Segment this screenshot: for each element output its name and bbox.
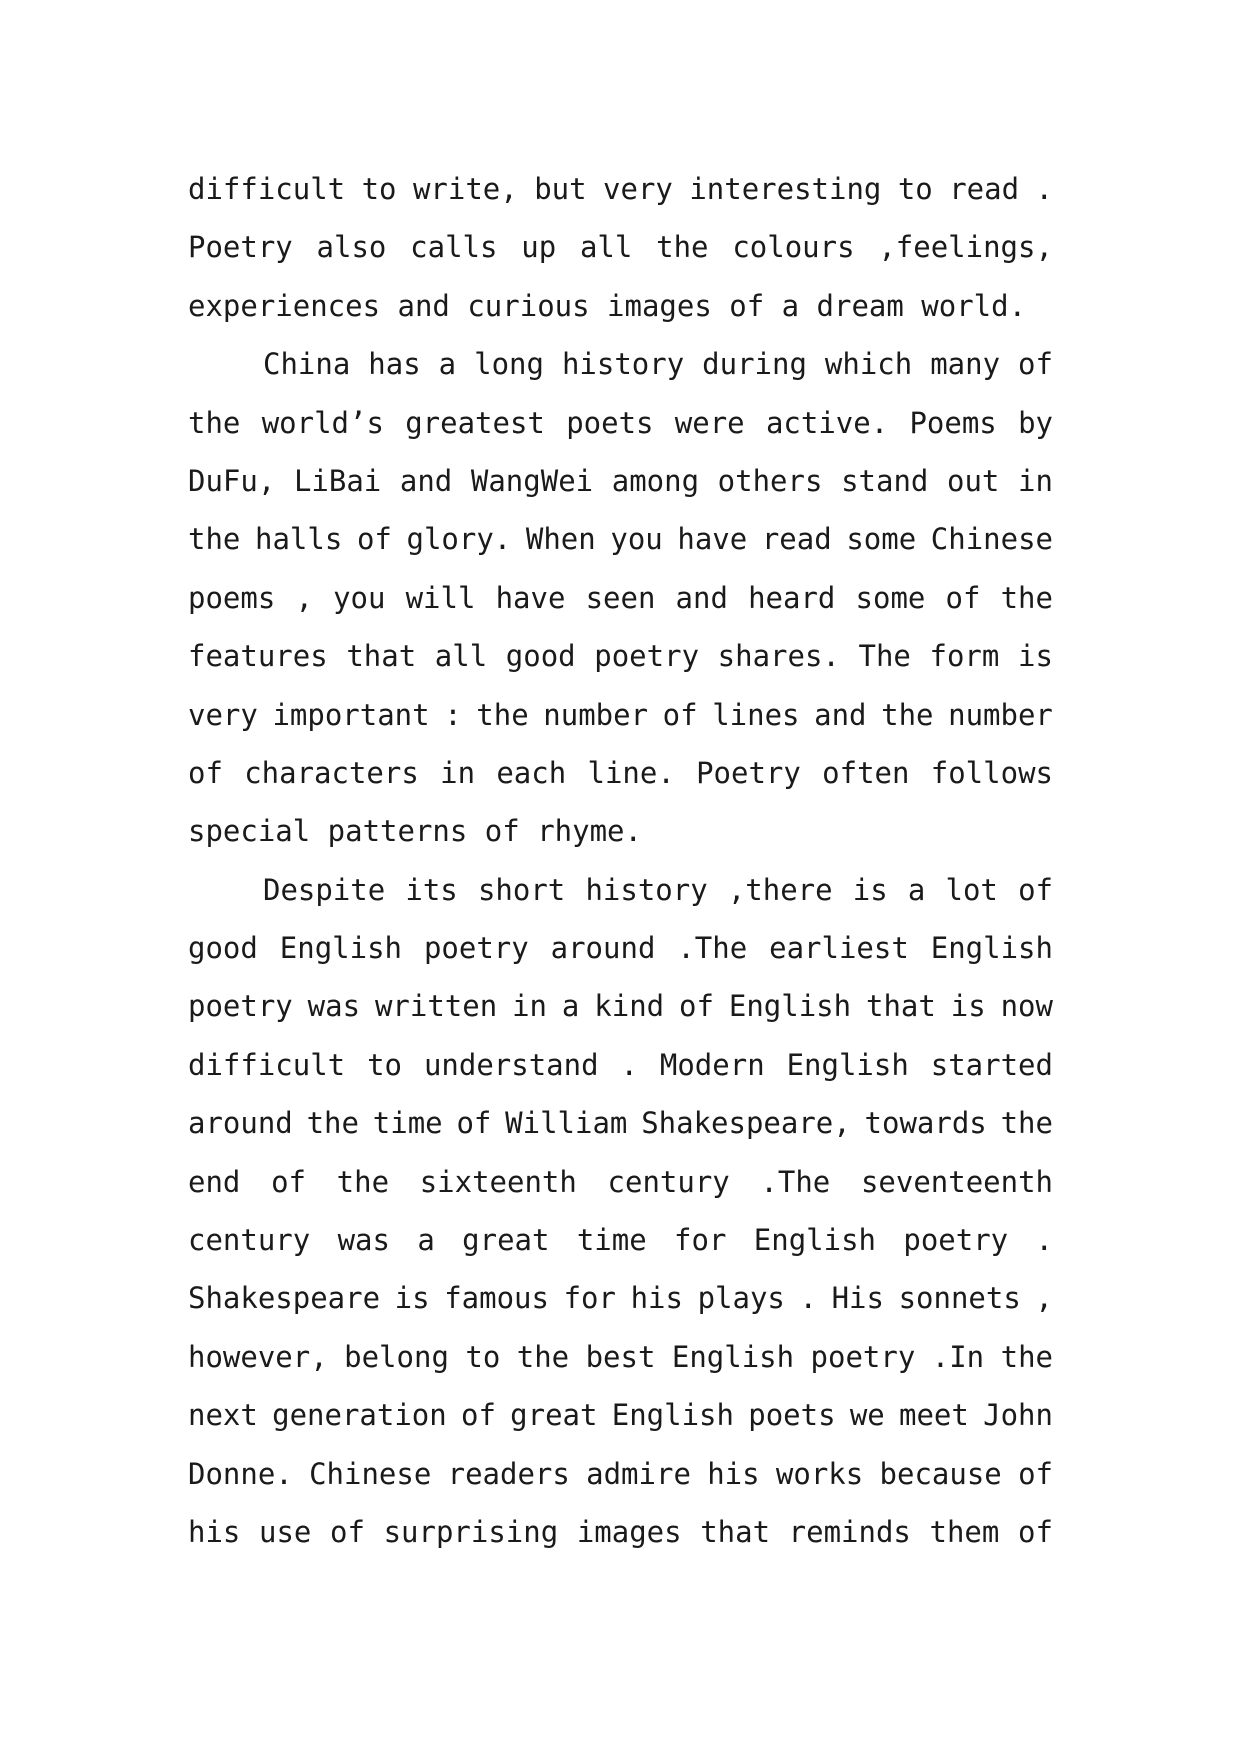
text-word: has	[368, 347, 421, 382]
text-word: line.	[587, 755, 675, 790]
text-word: history	[585, 872, 708, 907]
text-word: the	[881, 697, 934, 732]
text-word: write,	[412, 172, 518, 206]
text-word: earliest	[769, 931, 909, 966]
text-word: Shakespeare	[188, 1281, 381, 1316]
text-word: in	[1018, 463, 1053, 498]
text-word: of	[188, 755, 223, 790]
text-word: glory.	[406, 522, 512, 557]
text-word: famous	[444, 1281, 549, 1316]
text-word: features	[188, 639, 328, 674]
text-word: to	[465, 1339, 501, 1374]
text-word: of	[271, 1164, 306, 1199]
text-word: its	[405, 872, 458, 907]
text-word: towards	[864, 1106, 987, 1141]
text-word: number	[543, 697, 649, 732]
text-line	[188, 1036, 1053, 1094]
text-word: is	[950, 989, 986, 1024]
text-word: very	[603, 172, 673, 206]
text-word: William	[505, 1106, 628, 1141]
text-word: a	[438, 347, 457, 382]
text-word: .The	[760, 1164, 831, 1199]
text-word: a	[907, 872, 926, 907]
text-word: have	[495, 580, 566, 615]
text-word: DuFu,	[188, 463, 276, 498]
text-word: great	[462, 1223, 550, 1258]
text-word: world’s	[261, 405, 384, 440]
text-word: belong	[344, 1339, 449, 1374]
text-line	[188, 861, 1053, 919]
text-word: images	[576, 1514, 682, 1549]
text-word: Despite	[263, 872, 386, 907]
text-word: meet	[899, 1398, 969, 1433]
text-line	[188, 977, 1053, 1035]
text-word: some	[855, 580, 926, 615]
text-word: form	[929, 639, 1000, 674]
text-word: kind	[594, 989, 665, 1024]
text-line	[188, 1153, 1053, 1211]
text-line	[188, 627, 1053, 685]
text-word: difficult	[188, 172, 346, 206]
text-word: of	[1018, 1456, 1053, 1491]
text-word: the	[656, 230, 709, 265]
text-word: in	[440, 755, 476, 790]
text-word: reminds	[788, 1514, 911, 1549]
text-line	[188, 1328, 1053, 1386]
text-word: short	[477, 872, 566, 907]
text-word: Poetry	[696, 755, 801, 790]
text-word: you	[333, 580, 386, 615]
text-word: works	[775, 1456, 864, 1491]
text-word: you	[610, 522, 663, 557]
text-word: will	[405, 580, 476, 615]
text-word: good	[505, 639, 576, 674]
text-word: ,	[295, 580, 313, 615]
text-word: English	[930, 931, 1053, 966]
text-word: of	[945, 580, 981, 615]
text-word: English	[753, 1223, 876, 1258]
text-word: Chinese	[309, 1456, 432, 1491]
text-word: characters	[244, 755, 419, 790]
text-word: sixteenth	[419, 1164, 577, 1199]
text-word: .	[1035, 172, 1053, 206]
text-word: them	[929, 1514, 1000, 1549]
text-word: .	[799, 1281, 817, 1316]
text-word: of	[1018, 872, 1053, 907]
text-line	[188, 569, 1053, 627]
text-word: lines	[712, 697, 800, 732]
text-word: of	[330, 1514, 365, 1549]
text-word: sonnets	[898, 1281, 1021, 1316]
text-word: great	[510, 1398, 598, 1433]
text-line	[188, 1503, 1053, 1561]
text-word: .	[1035, 1223, 1053, 1258]
text-word: and	[399, 463, 453, 498]
text-word: of	[662, 697, 698, 732]
text-word: by	[1018, 405, 1053, 440]
text-word: the	[516, 1339, 570, 1374]
text-word: ,	[1035, 1281, 1053, 1316]
text-word: often	[822, 755, 910, 790]
text-word: the	[188, 405, 241, 440]
text-line	[188, 1269, 1053, 1327]
text-line: experiences and curious images of a dream world.	[188, 288, 1027, 323]
text-line	[188, 1211, 1053, 1269]
text-word: to	[367, 1047, 402, 1082]
text-word: the	[188, 522, 241, 557]
text-word: now	[1000, 989, 1053, 1024]
text-word: which	[824, 347, 913, 382]
text-word: poetry	[810, 1339, 916, 1374]
text-word: read	[949, 172, 1020, 206]
text-word: was	[307, 989, 361, 1024]
text-word: generation	[272, 1398, 447, 1433]
text-word: colours	[732, 230, 855, 265]
text-word: history	[561, 347, 685, 382]
text-word: admire	[586, 1456, 691, 1491]
text-word: the	[1000, 1339, 1053, 1374]
text-word: seventeenth	[860, 1164, 1053, 1199]
text-word: The	[858, 639, 911, 674]
text-word: is	[394, 1281, 430, 1316]
text-word: :	[444, 697, 462, 732]
text-word: follows	[930, 755, 1053, 790]
text-word: that	[700, 1514, 771, 1549]
text-line: special patterns of rhyme.	[188, 814, 642, 849]
text-word: each	[496, 755, 567, 790]
text-line	[188, 394, 1053, 452]
text-word: heard	[748, 580, 836, 615]
text-line	[188, 510, 1053, 568]
text-word: ,there	[727, 872, 833, 907]
text-word: and	[814, 697, 867, 732]
text-word: all	[579, 230, 633, 265]
text-word: century	[607, 1164, 730, 1199]
text-word: best	[585, 1339, 656, 1374]
text-word: read	[761, 522, 832, 557]
text-word: very	[188, 697, 258, 732]
text-word: his	[630, 1281, 683, 1316]
text-word: poetry	[188, 989, 293, 1024]
text-line	[188, 744, 1053, 802]
text-word: number	[948, 697, 1053, 732]
text-word: have	[677, 522, 748, 557]
text-word: we	[849, 1398, 885, 1433]
text-word: difficult	[188, 1047, 346, 1082]
text-word: English	[279, 931, 402, 966]
text-word: to	[361, 172, 397, 206]
text-word: shares.	[717, 639, 840, 674]
text-word: a	[417, 1223, 435, 1258]
text-word: century	[188, 1223, 311, 1258]
text-word: among	[611, 463, 700, 498]
text-word: seen	[585, 580, 656, 615]
text-word: up	[521, 230, 557, 265]
text-word: poetry	[423, 931, 529, 966]
text-word: Donne.	[188, 1456, 293, 1491]
text-word: English	[671, 1339, 795, 1374]
text-word: because	[879, 1456, 1002, 1491]
text-word: greatest	[405, 405, 545, 440]
text-word: the	[336, 1164, 390, 1199]
text-word: .In	[931, 1339, 985, 1374]
text-word: around	[550, 931, 656, 966]
text-line	[188, 335, 1053, 393]
text-word: When	[525, 522, 596, 557]
text-word: His	[831, 1281, 884, 1316]
text-word: English	[728, 989, 852, 1024]
text-word: interesting	[689, 172, 882, 206]
text-word: .	[620, 1047, 638, 1082]
text-word: poets	[748, 1398, 836, 1433]
text-word: all	[434, 639, 488, 674]
text-line	[188, 1445, 1053, 1503]
text-word: the	[1000, 580, 1053, 615]
text-word: for	[674, 1223, 727, 1258]
text-word: Poems	[909, 405, 997, 440]
text-word: Poetry	[188, 230, 293, 265]
text-line	[188, 1386, 1053, 1444]
text-word: poetry	[903, 1223, 1009, 1258]
text-word: LiBai	[293, 463, 382, 498]
text-word: English	[786, 1047, 909, 1082]
text-word: stand	[841, 463, 929, 498]
text-word: readers	[447, 1456, 570, 1491]
text-word: the	[1000, 1106, 1053, 1141]
text-line	[188, 919, 1053, 977]
text-word: his	[188, 1514, 241, 1549]
text-word: Shakespeare,	[641, 1106, 851, 1141]
text-word: poetry	[594, 639, 700, 674]
text-word: Modern	[659, 1047, 765, 1082]
text-word: the	[476, 697, 529, 732]
text-line	[188, 452, 1053, 510]
text-word: but	[534, 172, 587, 206]
text-word: others	[717, 463, 823, 498]
text-word: some	[846, 522, 917, 557]
text-word: to	[897, 172, 933, 206]
text-line	[188, 686, 1053, 744]
text-word: around	[188, 1106, 293, 1141]
text-line	[188, 1094, 1053, 1152]
text-word: ,feelings,	[878, 230, 1053, 265]
text-word: calls	[410, 230, 498, 265]
text-word: halls	[255, 522, 343, 557]
text-word: for	[563, 1281, 616, 1316]
text-word: of	[1018, 347, 1053, 382]
text-word: surprising	[383, 1514, 559, 1549]
text-word: were	[674, 405, 745, 440]
text-word: poets	[566, 405, 654, 440]
text-word: end	[188, 1164, 241, 1199]
text-word: written	[374, 989, 498, 1024]
text-word: understand	[423, 1047, 599, 1082]
text-word: John	[983, 1398, 1053, 1433]
text-word: plays	[697, 1281, 785, 1316]
text-line	[188, 218, 1053, 276]
text-word: of	[460, 1398, 496, 1433]
text-word: use	[259, 1514, 312, 1549]
text-word: out	[947, 463, 1000, 498]
text-word: is	[852, 872, 888, 907]
text-line	[188, 160, 1053, 218]
text-word: of	[356, 522, 392, 557]
text-word: .The	[677, 931, 748, 966]
text-word: is	[1017, 639, 1053, 674]
body-text	[188, 160, 1053, 1561]
text-word: good	[188, 931, 258, 966]
text-word: of	[679, 989, 714, 1024]
text-word: lot	[945, 872, 998, 907]
text-word: of	[1017, 1514, 1053, 1549]
text-word: that	[346, 639, 417, 674]
text-word: important	[272, 697, 430, 732]
text-word: during	[702, 347, 807, 382]
text-word: poems	[188, 580, 276, 615]
text-word: in	[512, 989, 548, 1024]
text-word: English	[611, 1398, 734, 1433]
text-word: a	[561, 989, 580, 1024]
text-word: time	[576, 1223, 647, 1258]
text-word: his	[707, 1456, 760, 1491]
text-word: many	[930, 347, 1001, 382]
text-word: the	[306, 1106, 359, 1141]
text-word: long	[474, 347, 544, 382]
text-word: active.	[765, 405, 889, 440]
text-word: time	[372, 1106, 443, 1141]
text-word: WangWei	[470, 463, 594, 498]
text-word: however,	[188, 1339, 328, 1374]
text-word: was	[337, 1223, 390, 1258]
text-word: also	[316, 230, 387, 265]
text-word: started	[930, 1047, 1053, 1082]
text-word: China	[263, 347, 351, 382]
text-word: of	[456, 1106, 492, 1141]
text-word: that	[866, 989, 936, 1024]
text-word: and	[675, 580, 728, 615]
text-word: Chinese	[930, 522, 1053, 557]
text-word: next	[188, 1398, 258, 1433]
